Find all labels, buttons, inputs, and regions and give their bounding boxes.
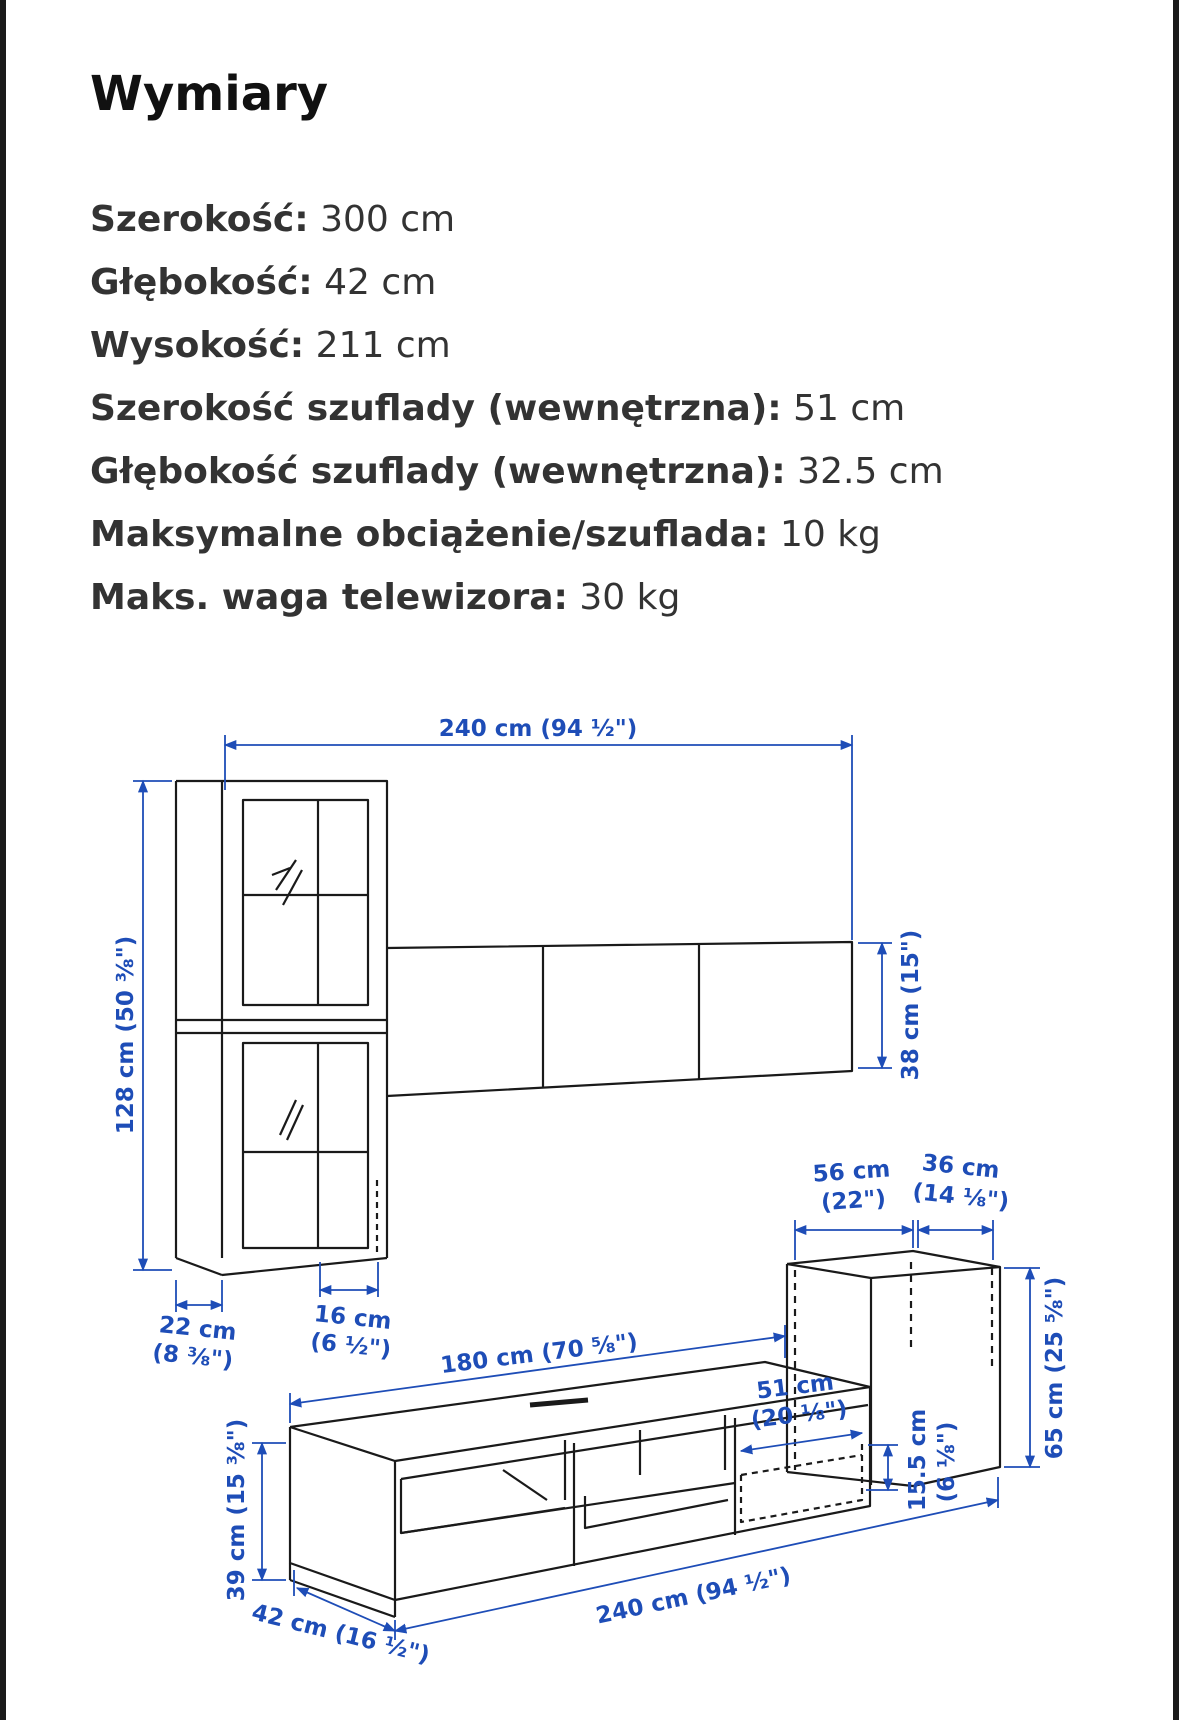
label-bench-total-width: 240 cm (94 ½")	[593, 1562, 794, 1630]
spec-value: 32.5 cm	[797, 451, 944, 492]
spec-label: Wysokość:	[90, 325, 305, 366]
label-cabinet-depth-cm: 22 cm	[157, 1312, 238, 1347]
spec-value: 42 cm	[324, 262, 437, 303]
label-drawer-width-in: (20 ⅛")	[749, 1396, 849, 1434]
spec-label: Szerokość szuflady (wewnętrzna):	[90, 388, 782, 429]
label-side-depth-in: (14 ⅛")	[911, 1179, 1011, 1216]
label-side-depth-cm: 36 cm	[920, 1150, 1001, 1185]
label-cabinet-height: 128 cm (50 ⅜")	[113, 935, 139, 1135]
label-wall-height: 38 cm (15")	[898, 929, 924, 1081]
label-bench-depth: 42 cm (16 ½")	[249, 1599, 433, 1669]
spec-label: Głębokość szuflady (wewnętrzna):	[90, 451, 786, 492]
spec-label: Maks. waga telewizora:	[90, 577, 568, 618]
label-cabinet-depth-in: (8 ⅜")	[151, 1339, 235, 1375]
spec-label: Głębokość:	[90, 262, 313, 303]
spec-value: 300 cm	[320, 199, 456, 240]
label-side-width-cm: 56 cm	[811, 1156, 892, 1188]
label-drawer-height-cm: 15.5 cm	[905, 1408, 931, 1512]
label-drawer-width-cm: 51 cm	[755, 1369, 836, 1405]
page-title: Wymiary	[90, 66, 329, 122]
glass-cabinet	[176, 781, 387, 1275]
label-cabinet-inset-cm: 16 cm	[312, 1301, 393, 1336]
label-drawer-height-in: (6 ⅛")	[934, 1421, 960, 1503]
label-side-height: 65 cm (25 ⅝")	[1042, 1276, 1068, 1460]
label-bench-width: 180 cm (70 ⅝")	[439, 1329, 640, 1380]
spec-value: 211 cm	[315, 325, 451, 366]
spec-value: 10 kg	[779, 514, 881, 555]
spec-value: 30 kg	[579, 577, 681, 618]
label-side-width-in: (22")	[820, 1185, 887, 1217]
side-cabinet	[787, 1251, 1000, 1486]
spec-label: Maksymalne obciążenie/szuflada:	[90, 514, 769, 555]
spec-label: Szerokość:	[90, 199, 309, 240]
label-cabinet-inset-in: (6 ½")	[309, 1328, 393, 1364]
label-total-width: 240 cm (94 ½")	[438, 716, 638, 742]
wall-shelf	[387, 942, 852, 1096]
label-bench-height: 39 cm (15 ⅜")	[224, 1418, 250, 1602]
spec-value: 51 cm	[793, 388, 906, 429]
